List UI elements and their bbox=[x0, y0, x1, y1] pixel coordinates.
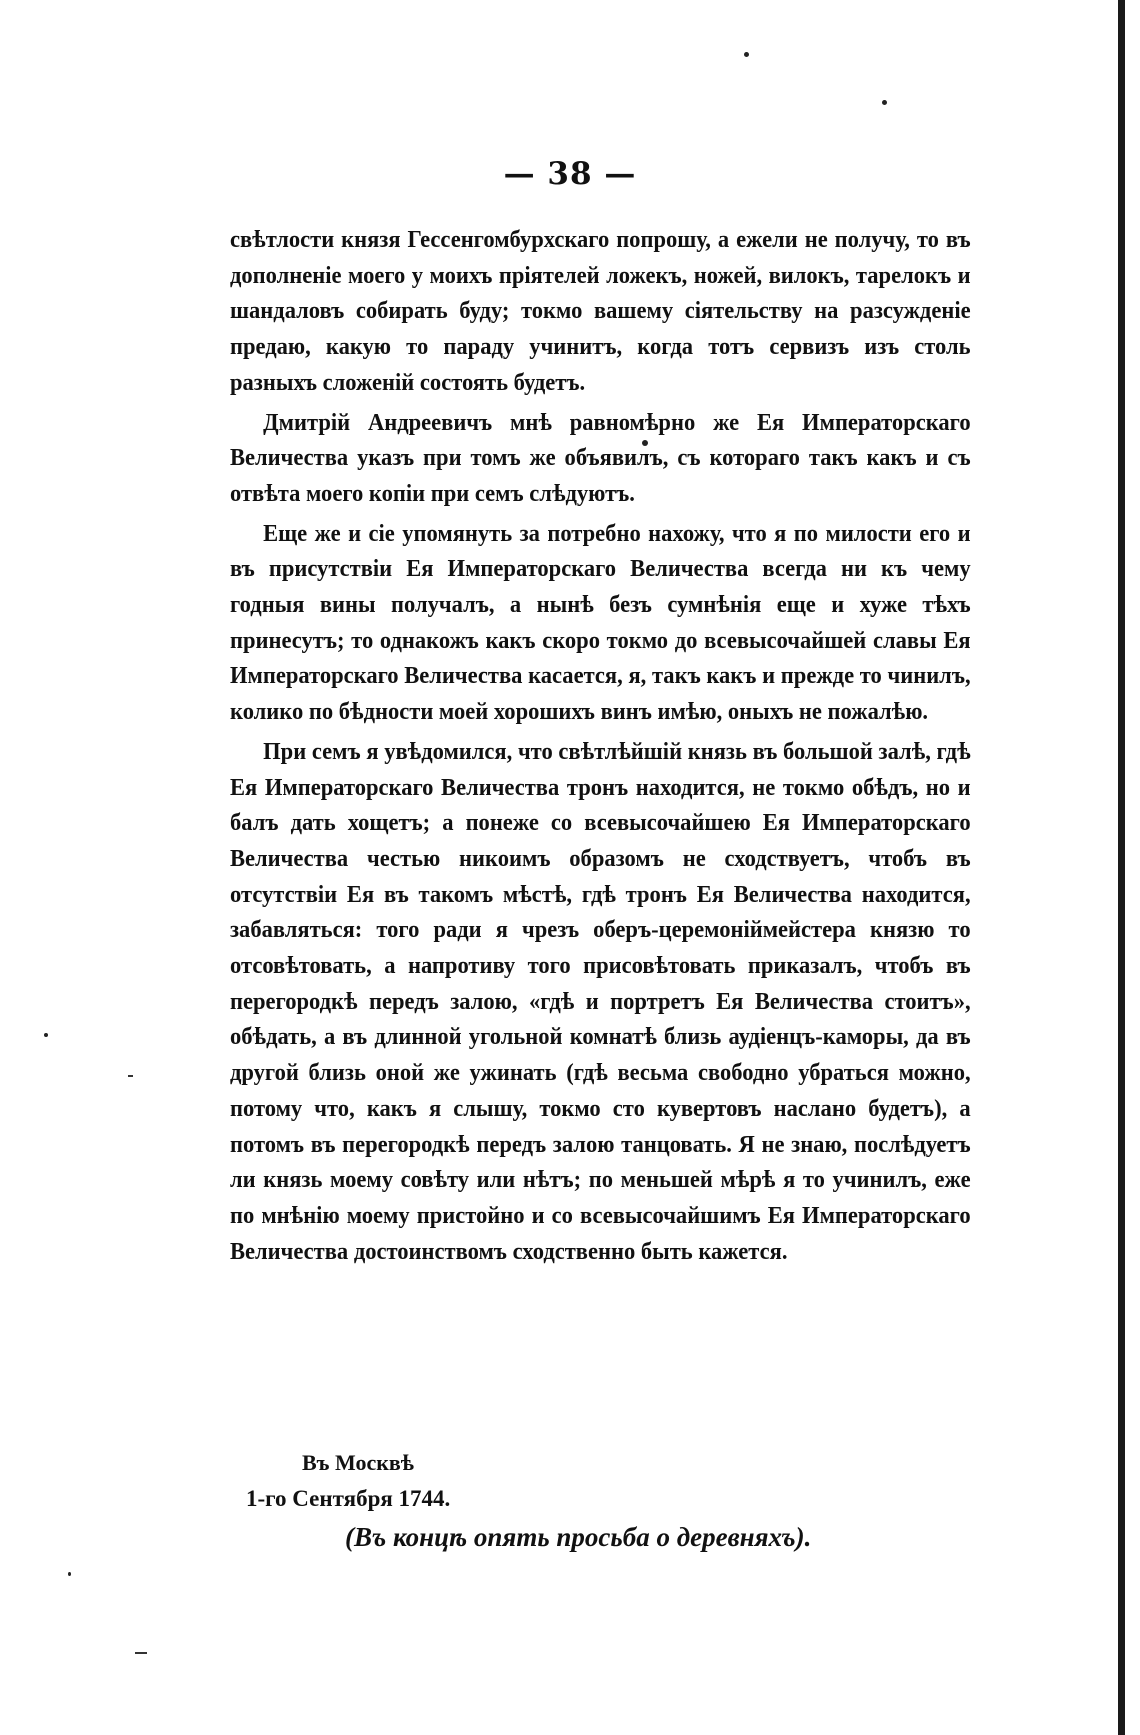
dateline-place: Въ Москвѣ bbox=[302, 1450, 414, 1475]
paragraph-2: Дмитрій Андреевичъ мнѣ равномѣрно же Ея Императорскаго Величества указъ при томъ же объявилъ, съ котораго такъ какъ и съ отвѣта моего копіи при семъ слѣдуютъ. bbox=[230, 408, 971, 507]
page-number: — 38 — bbox=[503, 156, 637, 192]
paragraph-1: свѣтлости князя Гессенгомбурхскаго попрошу, а ежели не получу, то въ дополненіе моего у моихъ пріятелей ложекъ, ножей, вилокъ, тарелокъ и шандаловъ собирать буду; токмо вашему сіятельству на разсужденіе предаю, какую то параду учинитъ, когда тотъ сервизъ изъ столь разныхъ сложеній состоять будетъ. bbox=[230, 226, 971, 396]
page-edge-shadow bbox=[1118, 0, 1125, 1735]
scan-speck bbox=[744, 52, 749, 57]
closing-note: (Въ концѣ опять просьба о деревняхъ). bbox=[345, 1522, 812, 1552]
dateline-date: 1-го Сентября 1744. bbox=[246, 1486, 451, 1511]
scan-mark bbox=[135, 1652, 147, 1654]
paragraph-3: Еще же и сіе упомянуть за потребно нахожу, что я по милости его и въ присутствіи Ея Императорскаго Величества всегда ни къ чему годныя вины получалъ, а нынѣ безъ сумнѣнія еще и хуже тѣхъ принесутъ; то однакожъ какъ скоро токмо до всевысочайшей славы Ея Императорскаго Величества касается, я, такъ какъ и прежде то чинилъ, колико по бѣдности моей хорошихъ винъ имѣю, оныхъ не пожалѣю. bbox=[230, 519, 971, 726]
scan-speck bbox=[44, 1033, 48, 1037]
scan-mark bbox=[128, 1075, 133, 1077]
body-text bbox=[230, 222, 971, 1269]
scan-speck bbox=[882, 100, 887, 105]
paragraph-4: При семъ я увѣдомился, что свѣтлѣйшій князь въ большой залѣ, гдѣ Ея Императорскаго Величества тронъ находится, не токмо обѣдъ, но и балъ дать хощетъ; а понеже со всевысочайшею Ея Императорскаго Величества честью никоимъ образомъ не сходствуетъ, чтобъ въ отсутствіи Ея въ такомъ мѣстѣ, гдѣ тронъ Ея Величества находится, забавляться: того ради я чрезъ оберъ-церемоніймейстера князю то отсовѣтовать, а напротиву того присовѣтовать приказалъ, чтобъ въ перегородкѣ передъ залою, «гдѣ и портретъ Ея Величества стоитъ», обѣдать, а въ длинной угольной комнатѣ близь аудіенцъ-каморы, да въ другой близь оной же ужинать (гдѣ весьма свободно убраться можно, потому что, какъ я слышу, токмо сто кувертовъ наслано будетъ), а потомъ въ перегородкѣ передъ залою танцовать. Я не знаю, послѣдуетъ ли князь моему совѣту или нѣтъ; по меньшей мѣрѣ я то учинилъ, еже по мнѣнію моему пристойно и со всевысочайшимъ Ея Императорскаго Величества достоинствомъ сходственно быть кажется. bbox=[230, 737, 971, 1265]
scan-speck bbox=[68, 1572, 71, 1576]
